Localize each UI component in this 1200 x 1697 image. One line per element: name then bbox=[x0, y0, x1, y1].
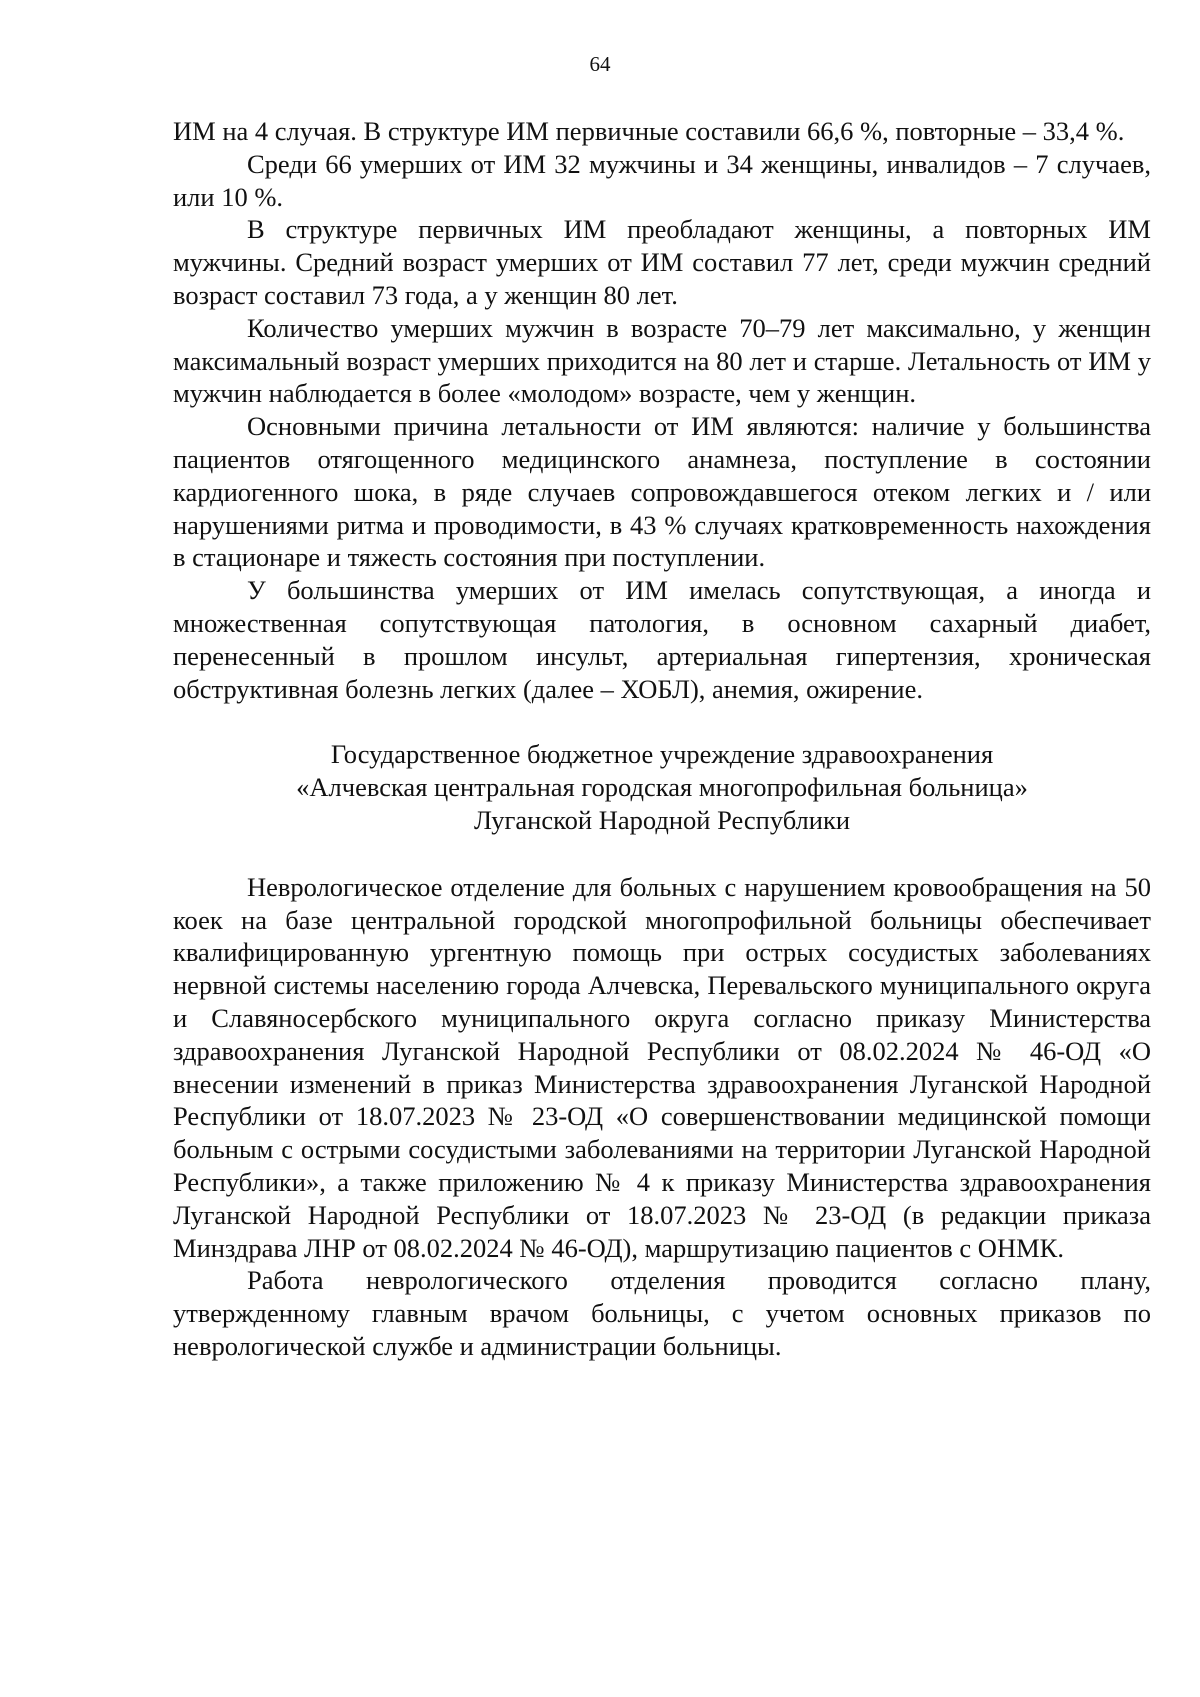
paragraph-comorbidity: У большинства умерших от ИМ имелась сопутствующая, а иногда и множественная сопутствующая патология, в основном сахарный диабет, перенесенный в прошлом инсульт, артериальная гипертензия, хроническая обструктивная болезнь легких (далее – ХОБЛ), анемия, ожирение. bbox=[173, 575, 1151, 704]
paragraph-department-work: Работа неврологического отделения проводится согласно плану, утвержденному главным врачом больницы, с учетом основных приказов по неврологической службе и администрации больницы. bbox=[173, 1265, 1151, 1361]
paragraph-neurology-department: Неврологическое отделение для больных с нарушением кровообращения на 50 коек на базе центральной городской многопрофильной больницы обеспечивает квалифицированную ургентную помощь при острых сосудистых заболеваниях нервной системы населению города Алчевска, Перевальского муниципального округа и Славяносербского муниципального округа согласно приказу Министерства здравоохранения Луганской Народной Республики от 08.02.2024 № 46-ОД «О внесении изменений в приказ Министерства здравоохранения Луганской Народной Республики от 18.07.2023 № 23-ОД «О совершенствовании медицинской помощи больным с острыми сосудистыми заболеваниями на территории Луганской Народной Республики», а также приложению № 4 к приказу Министерства здравоохранения Луганской Народной Республики от 18.07.2023 № 23-ОД (в редакции приказа Минздрава ЛНР от 08.02.2024 № 46-ОД), маршрутизацию пациентов с ОНМК. bbox=[173, 871, 1151, 1263]
heading-line-1: Государственное бюджетное учреждение здравоохранения bbox=[330, 739, 994, 770]
paragraph-structure: В структуре первичных ИМ преобладают женщины, а повторных ИМ мужчины. Средний возраст умерших от ИМ составил 77 лет, среди мужчин средний возраст составил 73 года, а у женщин 80 лет. bbox=[173, 214, 1151, 310]
paragraph-deaths-count: Среди 66 умерших от ИМ 32 мужчины и 34 женщины, инвалидов – 7 случаев, или 10 %. bbox=[173, 148, 1151, 212]
paragraph-age: Количество умерших мужчин в возрасте 70–79 лет максимально, у женщин максимальный возраст умерших приходится на 80 лет и старше. Летальность от ИМ у мужчин наблюдается в более «молодом» возрасте, чем у женщин. bbox=[173, 312, 1151, 409]
page-number: 64 bbox=[589, 52, 611, 76]
section-heading bbox=[173, 738, 1151, 836]
document-body bbox=[173, 115, 1151, 1363]
heading-line-2: «Алчевская центральная городская многопрофильная больница» bbox=[296, 772, 1028, 803]
paragraph-continuation: ИМ на 4 случая. В структуре ИМ первичные составили 66,6 %, повторные – 33,4 %. bbox=[173, 116, 1125, 146]
heading-line-3: Луганской Народной Республики bbox=[473, 804, 851, 835]
paragraph-causes: Основными причина летальности от ИМ являются: наличие у большинства пациентов отягощенного медицинского анамнеза, поступление в состоянии кардиогенного шока, в ряде случаев сопровождавшегося отеком легких и / или нарушениями ритма и проводимости, в 43 % случаях кратковременность нахождения в стационаре и тяжесть состояния при поступлении. bbox=[173, 411, 1151, 573]
